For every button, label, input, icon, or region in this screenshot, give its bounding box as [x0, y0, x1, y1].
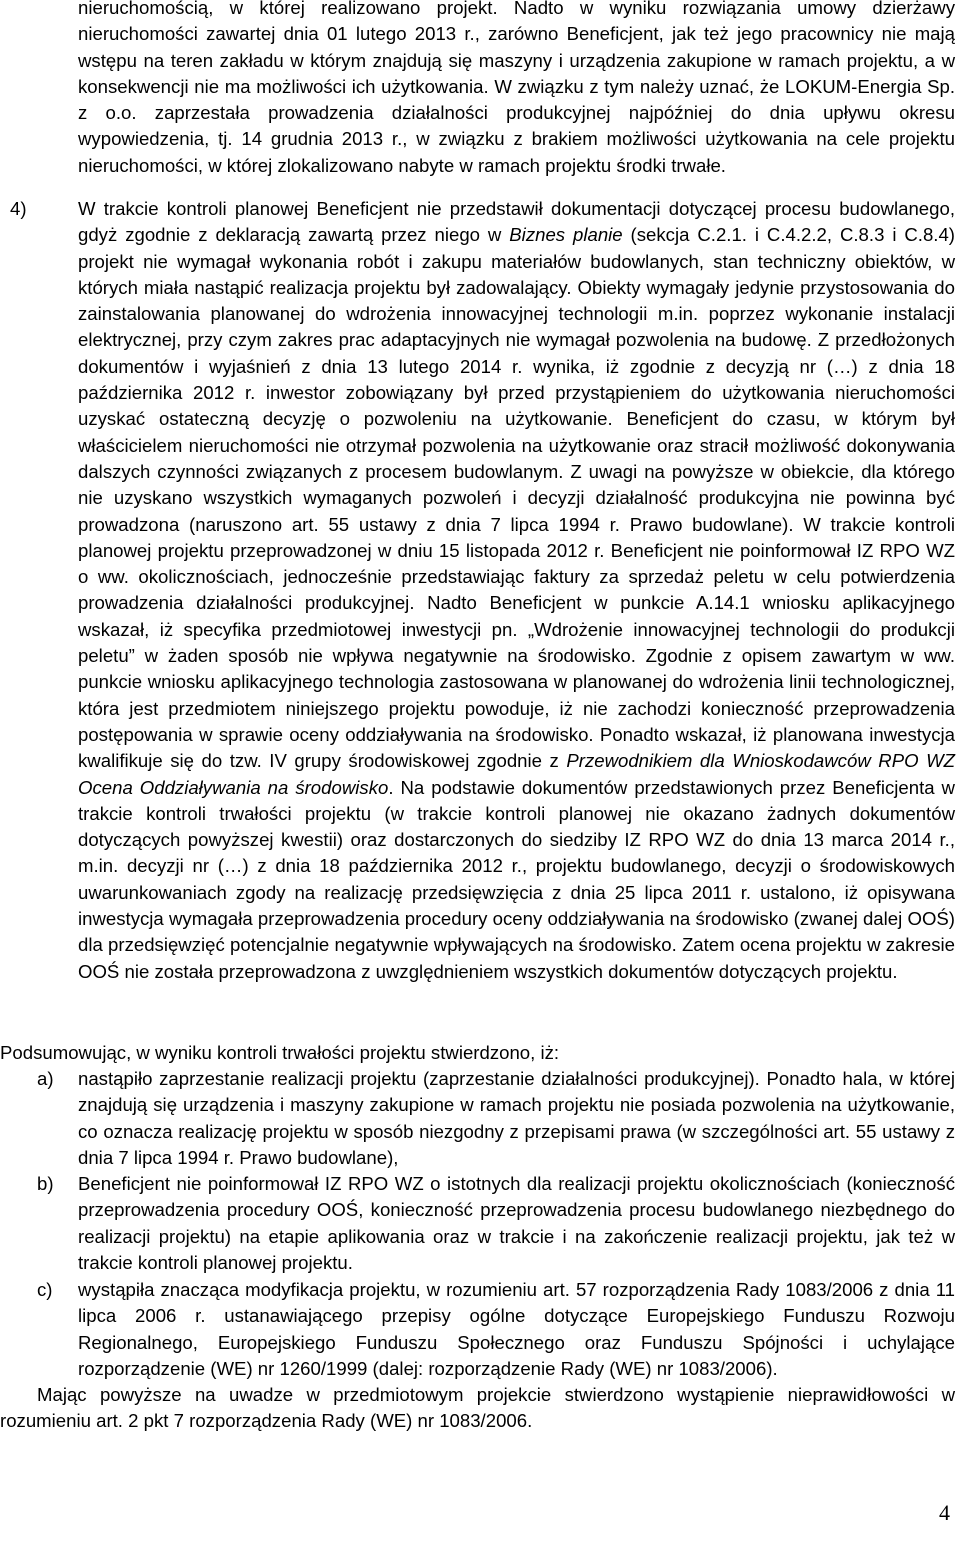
intro-paragraph: [78, 0, 955, 179]
item-4-italic-biznes-plan: Biznes planie: [509, 224, 623, 246]
summary-section: [0, 1040, 955, 1379]
item-4-text: [78, 196, 955, 985]
item-4-italic-przewodnik: Przewodnikiem dla Wnioskodawców RPO WZ Ocena Oddziaływania na środowisko: [78, 750, 955, 798]
item-number: 4): [10, 198, 27, 219]
item-4-text-part2: (sekcja C.2.1. i C.4.2.2, C.8.3 i C.8.4) projekt nie wymagał wykonania robót i zakupu materiałów budowlanych, stan techniczny obiektów, w których miała nastąpić realizacja projektu był zadowalający. Obiekty wymagały jedynie przystosowania do zainstalowania planowanej do wdrożenia innowacyjnej technologii m.in. poprzez wykonanie instalacji elektrycznej, przy czym zakres prac adaptacyjnych nie wymagał pozwolenia na budowę. Z przedłożonych dokumentów i wyjaśnień z dnia 13 lutego 2014 r. wynika, iż zgodnie z decyzją nr (…) z dnia 18 października 2012 r. inwestor zobowiązany był przed przystąpieniem do użytkowania nieruchomości uzyskać ostateczną decyzję o pozwoleniu na użytkowanie. Beneficjent do czasu, w którym był właścicielem nieruchomości nie otrzymał pozwolenia na użytkowanie oraz stracił możliwość dokonywania dalszych czynności związanych z procesem budowlanym. Z uwagi na powyższe w obiekcie, dla którego nie uzyskano wszystkich wymaganych pozwoleń i decyzji działalność produkcyjna nie powinna być prowadzona (naruszono art. 55 ustawy z dnia 7 lipca 1994 r. Prawo budowlane). W trakcie kontroli planowej projektu przeprowadzonej w dniu 15 listopada 2012 r. Beneficjent nie poinformował IZ RPO WZ o ww. okolicznościach, jednocześnie przedstawiając faktury za sprzedaż peletu w celu potwierdzenia prowadzenia działalności produkcyjnej. Nadto Beneficjent w punkcie A.14.1 wniosku aplikacyjnego wskazał, iż specyfika przedmiotowej inwestycji pn. „Wdrożenie innowacyjnej technologii do produkcji peletu” w żaden sposób nie wpływa negatywnie na środowisko. Zgodnie z opisem zawartym w ww. punkcie wniosku aplikacyjnego technologia zastosowana w planowanej do wdrożenia linii technologicznej, która jest przedmiotem niniejszego projektu powoduje, iż nie zachodzi konieczność przeprowadzenia postępowania w sprawie oceny oddziaływania na środowisko. Ponadto wskazał, iż planowana inwestycja kwalifikuje się do tzw. IV grupy środowiskowej zgodnie z: [78, 224, 955, 772]
conclusion-paragraph: Mając powyższe na uwadze w przedmiotowym projekcie stwierdzono wystąpienie nieprawidłowości w rozumieniu art. 2 pkt 7 rozporządzenia Rady (WE) nr 1083/2006.: [0, 1384, 955, 1432]
summary-item-text: wystąpiła znacząca modyfikacja projektu, w rozumieniu art. 57 rozporządzenia Rady 1083/2006 z dnia 11 lipca 2006 r. ustanawiającego przepisy ogólne dotyczące Europejskiego Funduszu Rozwoju Regionalnego, Europejskiego Funduszu Społecznego oraz Funduszu Spójności i uchylające rozporządzenie (WE) nr 1260/1999 (dalej: rozporządzenie Rady (WE) nr 1083/2006).: [78, 1279, 955, 1379]
summary-item-label: a): [37, 1068, 54, 1089]
item-4-text-part3: . Na podstawie dokumentów przedstawionych przez Beneficjenta w trakcie kontroli trwałości projektu (w trakcie kontroli planowej nie okazano żadnych dokumentów dotyczących powyższej kwestii) oraz dostarczonych do siedziby IZ RPO WZ do dnia 13 marca 2014 r., m.in. decyzji nr (…) z dnia 18 października 2012 r., projektu budowlanego, decyzji o środowiskowych uwarunkowaniach zgody na realizację przedsięwzięcia z dnia 25 lipca 2011 r. ustalono, iż opisywana inwestycja wymagała przeprowadzenia procedury oceny oddziaływania na środowisko (zwanej dalej OOŚ) dla przedsięwzięć potencjalnie negatywnie wpływających na środowisko. Zatem ocena projektu w zakresie OOŚ nie została przeprowadzona z uwzględnieniem wszystkich dokumentów dotyczących projektu.: [78, 776, 955, 982]
summary-item-text: nastąpiło zaprzestanie realizacji projektu (zaprzestanie działalności produkcyjnej). Ponadto hala, w której znajdują się urządzenia i maszyny zakupione w ramach projektu nie posiada pozwolenia na użytkowanie, co oznacza realizację projektu w sposób niezgodny z przepisami prawa (w szczególności art. 55 ustawy z dnia 7 lipca 1994 r. Prawo budowlane),: [78, 1068, 955, 1168]
summary-lead: Podsumowując, w wyniku kontroli trwałości projektu stwierdzono, iż:: [0, 1042, 560, 1063]
summary-item-label: b): [37, 1173, 54, 1194]
summary-item-label: c): [37, 1279, 53, 1300]
item-4-text-part1: W trakcie kontroli planowej Beneficjent nie przedstawił dokumentacji dotyczącej procesu budowlanego, gdyż zgodnie z deklaracją zawartą przez niego w: [78, 198, 955, 246]
page-number: 4: [939, 1500, 950, 1525]
summary-item-text: Beneficjent nie poinformował IZ RPO WZ o istotnych dla realizacji projektu okolicznościach (konieczność przeprowadzenia procedury OOŚ, konieczność przeprowadzenia procesu budowlanego niezbędnego do realizacji projektu) na etapie aplikowania oraz w trakcie i na zakończenie realizacji projektu, jak też w trakcie kontroli planowej projektu.: [78, 1173, 955, 1273]
intro-text: nieruchomością, w której realizowano projekt. Nadto w wyniku rozwiązania umowy dzierżawy nieruchomości zawartej dnia 01 lutego 2013 r., zarówno Beneficjent, jak też jego pracownicy nie mają wstępu na teren zakładu w którym znajdują się maszyny i urządzenia zakupione w ramach projektu, a w konsekwencji nie ma możliwości ich użytkowania. W związku z tym należy uznać, że LOKUM-Energia Sp. z o.o. zaprzestała prowadzenia działalności produkcyjnej najpóźniej do dnia upływu okresu wypowiedzenia, tj. 14 grudnia 2013 r., w związku z brakiem możliwości użytkowania na cele projektu nieruchomości, w której zlokalizowano nabyte w ramach projektu środki trwałe.: [78, 0, 955, 176]
